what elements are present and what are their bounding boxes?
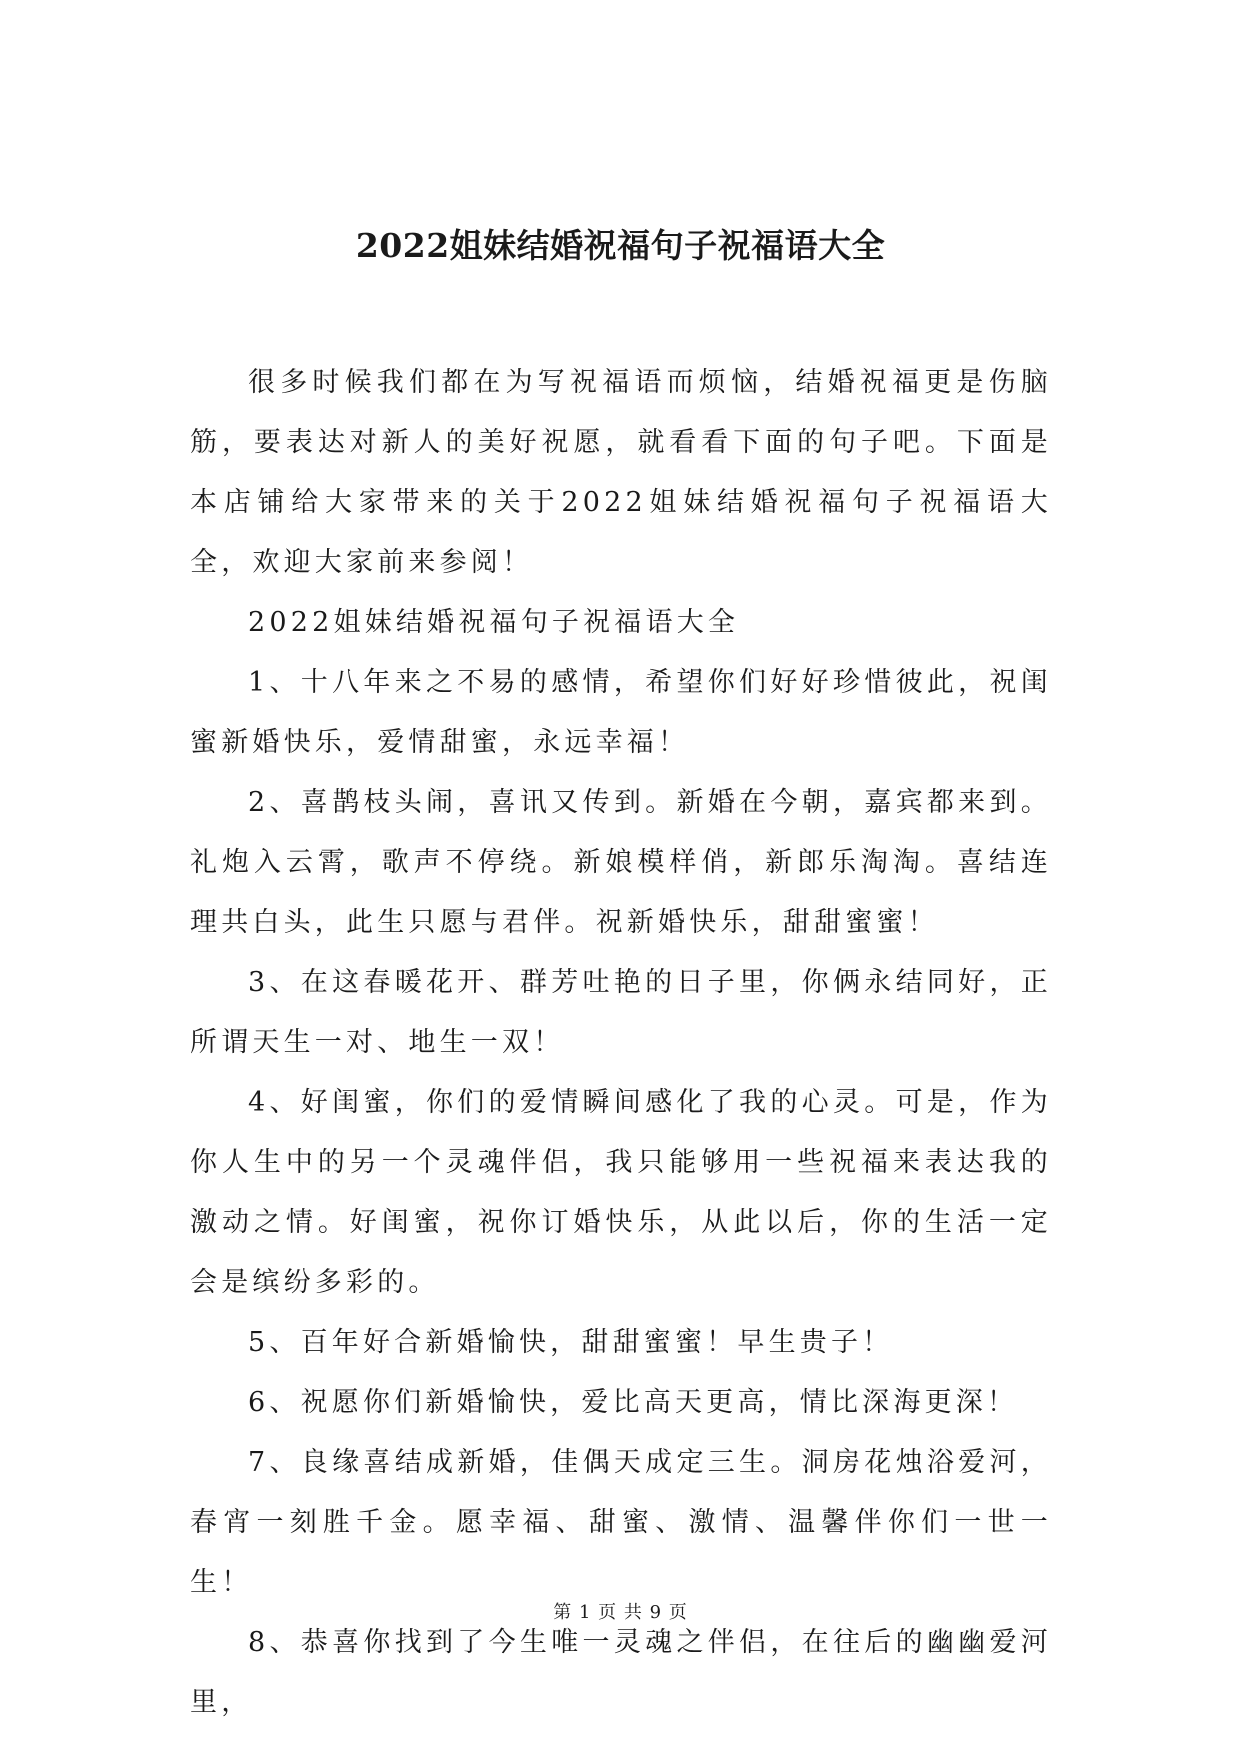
document-body (190, 353, 1052, 1733)
paragraph-intro: 很多时候我们都在为写祝福语而烦恼，结婚祝福更是伤脑筋，要表达对新人的美好祝愿，就看看下面的句子吧。下面是本店铺给大家带来的关于2022姐妹结婚祝福句子祝福语大全，欢迎大家前来参阅！ (190, 367, 1052, 578)
paragraph-item-7: 7、良缘喜结成新婚，佳偶天成定三生。洞房花烛浴爱河，春宵一刻胜千金。愿幸福、甜蜜、激情、温馨伴你们一世一生！ (190, 1447, 1052, 1598)
paragraph-item-3: 3、在这春暖花开、群芳吐艳的日子里，你俩永结同好，正所谓天生一对、地生一双！ (190, 967, 1052, 1058)
page-footer: 第 1 页 共 9 页 (553, 1602, 688, 1623)
paragraph-subtitle: 2022姐妹结婚祝福句子祝福语大全 (248, 607, 740, 638)
paragraph-item-6: 6、祝愿你们新婚愉快，爱比高天更高，情比深海更深！ (248, 1387, 1019, 1418)
paragraph-item-8: 8、恭喜你找到了今生唯一灵魂之伴侣，在往后的幽幽爱河里， (190, 1627, 1052, 1718)
paragraph-item-4: 4、好闺蜜，你们的爱情瞬间感化了我的心灵。可是，作为你人生中的另一个灵魂伴侣，我只能够用一些祝福来表达我的激动之情。好闺蜜，祝你订婚快乐，从此以后，你的生活一定会是缤纷多彩的。 (190, 1087, 1052, 1298)
paragraph-item-1: 1、十八年来之不易的感情，希望你们好好珍惜彼此，祝闺蜜新婚快乐，爱情甜蜜，永远幸福！ (190, 667, 1052, 758)
document-title: 2022姐妹结婚祝福句子祝福语大全 (355, 226, 886, 265)
paragraph-item-5: 5、百年好合新婚愉快，甜甜蜜蜜！早生贵子！ (248, 1327, 894, 1358)
paragraph-item-2: 2、喜鹊枝头闹，喜讯又传到。新婚在今朝，嘉宾都来到。礼炮入云霄，歌声不停绕。新娘模样俏，新郎乐淘淘。喜结连理共白头，此生只愿与君伴。祝新婚快乐，甜甜蜜蜜！ (190, 787, 1052, 938)
